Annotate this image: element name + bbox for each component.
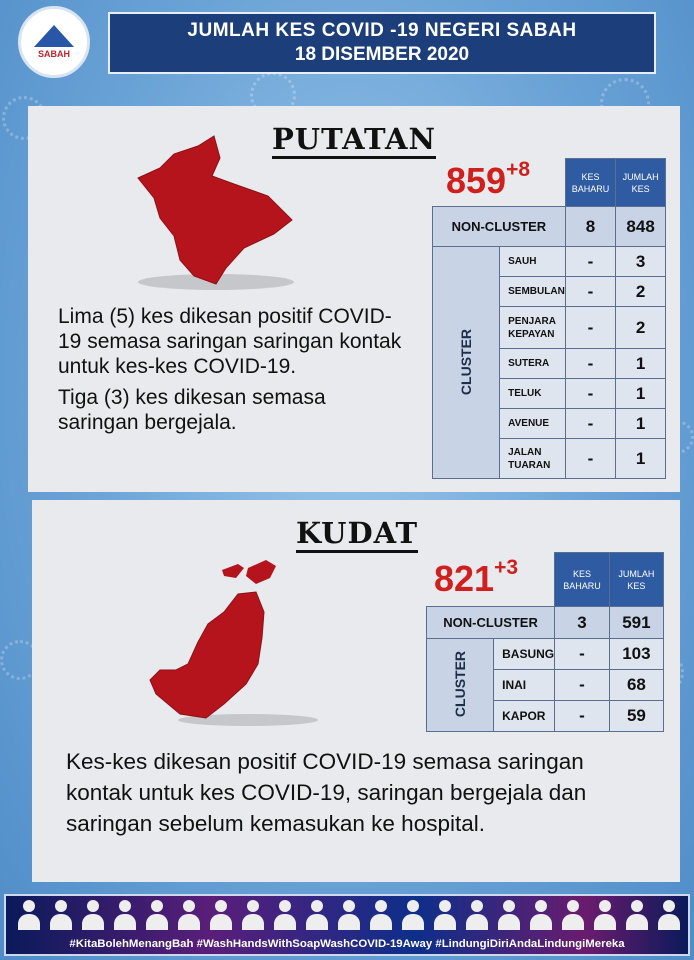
total-value: 859 (446, 160, 507, 201)
cluster-total: 2 (616, 307, 666, 349)
cluster-total: 3 (616, 247, 666, 277)
sabah-health-logo (18, 6, 90, 78)
person-icon (658, 900, 680, 930)
col-total-cases: JUMLAH KES (609, 553, 663, 607)
cluster-total: 1 (616, 439, 666, 479)
title-banner (108, 12, 656, 74)
cluster-label: CLUSTER (427, 639, 494, 732)
person-icon (306, 900, 328, 930)
person-icon (562, 900, 584, 930)
cluster-total: 103 (609, 639, 663, 670)
person-icon (338, 900, 360, 930)
cluster-new: - (565, 409, 615, 439)
cluster-new: - (565, 247, 615, 277)
district-description: Kes-kes dikesan positif COVID-19 semasa saringan kontak untuk kes COVID-19, saringan bergejala dan saringan sebelum kemasukan ke hospital. (66, 749, 587, 836)
new-cases: +8 (506, 158, 531, 181)
person-icon (626, 900, 648, 930)
cluster-total: 1 (616, 349, 666, 379)
cluster-total: 1 (616, 409, 666, 439)
col-new-cases: KES BAHARU (555, 553, 610, 607)
table-row (433, 247, 666, 277)
person-icon (498, 900, 520, 930)
mountain-icon (34, 25, 74, 47)
cluster-name: BASUNG (494, 639, 555, 670)
hashtags: #KitaBolehMenangBah #WashHandsWithSoapWashCOVID-19Away #LindungiDiriAndaLindungiMereka (69, 938, 625, 950)
person-icon (178, 900, 200, 930)
cluster-new: - (565, 379, 615, 409)
table-row (433, 207, 666, 247)
new-cases: +3 (494, 556, 519, 579)
cluster-name: KAPOR (494, 701, 555, 732)
person-icon (18, 900, 40, 930)
page-date: 18 DISEMBER 2020 (294, 44, 470, 65)
col-total-cases: JUMLAH KES (616, 159, 666, 207)
cluster-name: SUTERA (500, 349, 566, 379)
kudat-map (138, 554, 338, 734)
cluster-name: SEMBULAN (500, 277, 566, 307)
cluster-new: - (555, 701, 610, 732)
non-cluster-new: 3 (555, 607, 610, 639)
district-panel-kudat (32, 500, 680, 882)
cluster-total: 68 (609, 670, 663, 701)
person-icon (370, 900, 392, 930)
description-paragraph: Tiga (3) kes dikesan semasa saringan bergejala. (58, 386, 326, 434)
cluster-new: - (555, 670, 610, 701)
cluster-new: - (565, 349, 615, 379)
cluster-new: - (565, 439, 615, 479)
district-description (58, 304, 408, 441)
cluster-name: TELUK (500, 379, 566, 409)
cluster-name: AVENUE (500, 409, 566, 439)
person-icon (82, 900, 104, 930)
district-title: KUDAT (296, 516, 418, 553)
person-icon (466, 900, 488, 930)
non-cluster-total: 591 (609, 607, 663, 639)
cluster-total: 2 (616, 277, 666, 307)
cluster-total: 1 (616, 379, 666, 409)
cases-table (426, 552, 664, 732)
cluster-new: - (565, 307, 615, 349)
person-icon (530, 900, 552, 930)
cluster-new: - (565, 277, 615, 307)
person-icon (114, 900, 136, 930)
total-value: 821 (434, 558, 495, 599)
person-icon (210, 900, 232, 930)
page-title: JUMLAH KES COVID -19 NEGERI SABAH (187, 20, 577, 41)
non-cluster-new: 8 (565, 207, 615, 247)
cluster-label: CLUSTER (433, 247, 500, 479)
person-icon (594, 900, 616, 930)
non-cluster-total: 848 (616, 207, 666, 247)
person-icon (434, 900, 456, 930)
logo-text: SABAH (37, 49, 70, 59)
cases-table (432, 158, 666, 479)
person-icon (242, 900, 264, 930)
cluster-total: 59 (609, 701, 663, 732)
cluster-name: SAUH (500, 247, 566, 277)
district-title: PUTATAN (272, 122, 436, 159)
footer-banner (4, 894, 690, 956)
non-cluster-label: NON-CLUSTER (427, 607, 555, 639)
person-icon (274, 900, 296, 930)
col-new-cases: KES BAHARU (565, 159, 615, 207)
non-cluster-label: NON-CLUSTER (433, 207, 566, 247)
description-paragraph: Lima (5) kes dikesan positif COVID-19 semasa saringan saringan kontak untuk kes-kes COVID-19. (58, 305, 402, 378)
cluster-new: - (555, 639, 610, 670)
cluster-name: JALAN TUARAN (500, 439, 566, 479)
district-panel-putatan (28, 106, 680, 492)
person-icon (402, 900, 424, 930)
cluster-name: PENJARA KEPAYAN (500, 307, 566, 349)
person-icon (50, 900, 72, 930)
frontliner-icons (18, 900, 680, 930)
table-row (427, 607, 664, 639)
table-row (427, 639, 664, 670)
person-icon (146, 900, 168, 930)
cluster-name: INAI (494, 670, 555, 701)
